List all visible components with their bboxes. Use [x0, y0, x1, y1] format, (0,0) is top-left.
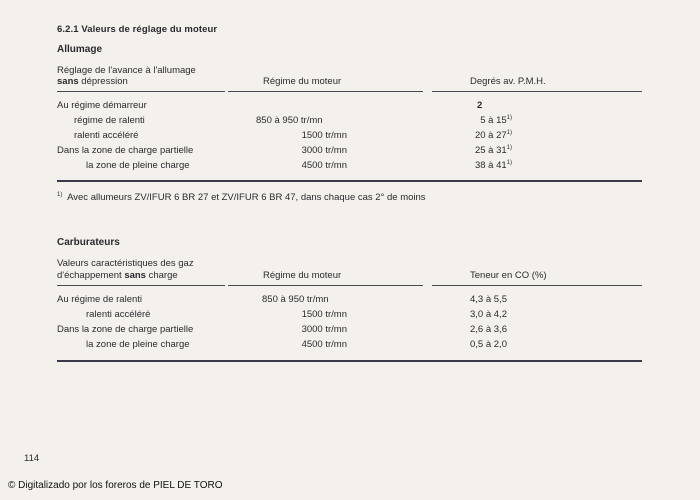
- row-label: la zone de pleine charge: [86, 160, 190, 171]
- row-label: Au régime de ralenti: [57, 294, 143, 305]
- footnote-ref: 1): [506, 145, 512, 151]
- row-value: [440, 160, 512, 171]
- carb-col1-header-line2: [57, 270, 178, 281]
- row-speed: 4500 tr/mn: [301, 339, 347, 350]
- row-value: 4,3 à 5,5: [470, 294, 507, 305]
- carb-header-rule-1: [57, 285, 225, 286]
- carb-col1-header-line1: Valeurs caractéristiques des gaz: [57, 258, 194, 269]
- carb-col2-header: Régime du moteur: [263, 270, 342, 281]
- allumage-title: Allumage: [57, 44, 103, 55]
- row-speed: 1500 tr/mn: [301, 309, 347, 320]
- footnote-ref: 1): [506, 160, 512, 166]
- footnote-text: Avec allumeurs ZV/IFUR 6 BR 27 et ZV/IFUR 6 BR 47, dans chaque cas 2° de moins: [67, 192, 426, 204]
- page-number: 114: [24, 453, 40, 464]
- row-value: 3,0 à 4,2: [470, 309, 507, 320]
- row-value: 0,5 à 2,0: [470, 339, 507, 350]
- row-speed: 4500 tr/mn: [301, 160, 347, 171]
- carb-col1-header-rest: charge: [145, 270, 178, 281]
- carb-header-rule-2: [228, 285, 423, 286]
- value-text: 38 à 41: [474, 160, 507, 172]
- allumage-header-rule-2: [228, 91, 423, 92]
- allumage-col2-header: Régime du moteur: [263, 76, 342, 87]
- section-heading: 6.2.1 Valeurs de réglage du moteur: [57, 24, 218, 35]
- footnote-ref: 1): [506, 115, 512, 121]
- allumage-bottom-rule: [57, 180, 642, 182]
- allumage-col3-header: Degrés av. P.M.H.: [470, 76, 546, 87]
- row-label: ralenti accéléré: [74, 130, 139, 141]
- footnote: [57, 192, 426, 203]
- allumage-col1-header-rest: dépression: [78, 76, 128, 87]
- footnote-ref: 1): [506, 130, 512, 136]
- allumage-col1-header-line2: [57, 76, 128, 87]
- value-text: 5 à 15: [480, 115, 507, 127]
- carb-header-rule-3: [432, 285, 642, 286]
- allumage-col1-header-bold: sans: [57, 76, 79, 87]
- carb-col1-header-bold: sans: [124, 270, 146, 281]
- row-speed: 3000 tr/mn: [301, 324, 347, 335]
- row-speed: 850 à 950 tr/mn: [262, 294, 329, 305]
- row-value: 2,6 à 3,6: [470, 324, 507, 335]
- row-speed: 1500 tr/mn: [301, 130, 347, 141]
- row-speed: 3000 tr/mn: [301, 145, 347, 156]
- row-label: Dans la zone de charge partielle: [57, 145, 194, 156]
- value-text: 20 à 27: [474, 130, 507, 142]
- row-label: Dans la zone de charge partielle: [57, 324, 194, 335]
- carb-col1-header-pre: d'échappement: [57, 270, 125, 281]
- row-value: [440, 115, 512, 126]
- allumage-header-rule-1: [57, 91, 225, 92]
- row-label: ralenti accéléré: [86, 309, 151, 320]
- footnote-mark: 1): [57, 192, 63, 198]
- carburateurs-title: Carburateurs: [57, 237, 120, 248]
- carb-bottom-rule: [57, 360, 642, 362]
- row-speed: 850 à 950 tr/mn: [256, 115, 323, 126]
- footer-credit: © Digitalizado por los foreros de PIEL DE TORO: [8, 480, 223, 491]
- allumage-col1-header-line1: Réglage de l'avance à l'allumage: [57, 65, 196, 76]
- row-label: la zone de pleine charge: [86, 339, 190, 350]
- row-value: [440, 130, 512, 141]
- allumage-header-rule-3: [432, 91, 642, 92]
- carb-col3-header: Teneur en CO (%): [470, 270, 547, 281]
- row-value: 2: [477, 100, 483, 111]
- value-text: 25 à 31: [474, 145, 507, 157]
- row-value: [440, 145, 512, 156]
- row-label: Au régime démarreur: [57, 100, 147, 111]
- row-label: régime de ralenti: [74, 115, 145, 126]
